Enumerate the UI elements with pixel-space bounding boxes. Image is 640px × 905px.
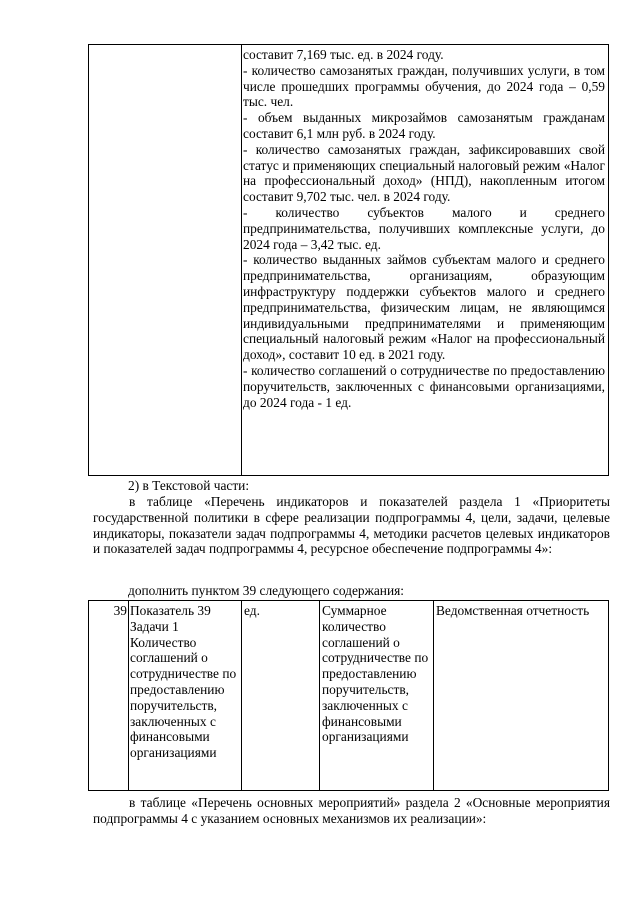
list-item: - количество субъектов малого и среднего предпринимательства, получивших комплексные услуги, до 2024 года – 3,42 тыс. ед. bbox=[243, 204, 605, 252]
list-item: - объем выданных микрозаймов самозанятым гражданам составит 6,1 млн руб. в 2024 году. bbox=[243, 110, 605, 141]
paragraph: в таблице «Перечень основных мероприятий» раздела 2 «Основные мероприятия подпрограммы 4 с указанием основных механизмов их реализации»: bbox=[93, 795, 610, 826]
row-number: 39 bbox=[113, 603, 127, 618]
indicator-name: Показатель 39 Задачи 1 Количество соглашений о сотрудничестве по предоставлению поручительств, заключенных с финансовыми организациями bbox=[130, 603, 237, 761]
calculation-method: Суммарное количество соглашений о сотрудничестве по предоставлению поручительств, заключенных с финансовыми организациями bbox=[322, 603, 429, 745]
table-column-divider bbox=[241, 601, 242, 790]
table-column-divider bbox=[433, 601, 434, 790]
paragraph: дополнить пунктом 39 следующего содержания: bbox=[128, 583, 405, 598]
table-column-divider bbox=[319, 601, 320, 790]
indicator-unit: ед. bbox=[244, 603, 260, 618]
list-item: - количество самозанятых граждан, получивших услуги, в том числе прошедших программы обучения, до 2024 года – 0,59 тыс. чел. bbox=[243, 62, 605, 110]
table-cell-indicators bbox=[243, 47, 605, 410]
list-item: - количество соглашений о сотрудничестве по предоставлению поручительств, заключенных с финансовыми организациями, до 2024 года - 1 ед. bbox=[243, 362, 605, 410]
list-item: - количество выданных займов субъектам малого и среднего предпринимательства, организациям, образующим инфраструктуру поддержки субъектов малого и среднего предпринимательства, физическим лицам, не являющимся индивидуальными предпринимателями и применяющим специальный налоговый режим «Налог на профессиональный доход», составит 10 ед. в 2021 году. bbox=[243, 252, 605, 363]
data-source: Ведомственная отчетность bbox=[436, 603, 590, 618]
indicators-table-continuation bbox=[88, 44, 609, 476]
list-item: - количество самозанятых граждан, зафиксировавших свой статус и применяющих специальный налоговый режим «Налог на профессиональный доход» (НПД), накопленным итогом составит 9,702 тыс. чел. в 2024 году. bbox=[243, 141, 605, 205]
list-item: составит 7,169 тыс. ед. в 2024 году. bbox=[243, 47, 444, 62]
indicator-39-table bbox=[88, 600, 609, 791]
table-column-divider bbox=[128, 601, 129, 790]
section-heading: 2) в Текстовой части: bbox=[128, 478, 250, 493]
table-column-divider bbox=[241, 45, 242, 475]
paragraph: в таблице «Перечень индикаторов и показателей раздела 1 «Приоритеты государственной политики в сфере реализации подпрограммы 4, цели, задачи, целевые индикаторы, показатели задач подпрограммы 4, методики расчетов целевых индикаторов и показателей задач подпрограммы 4, ресурсное обеспечение подпрограммы 4»: bbox=[93, 494, 610, 557]
